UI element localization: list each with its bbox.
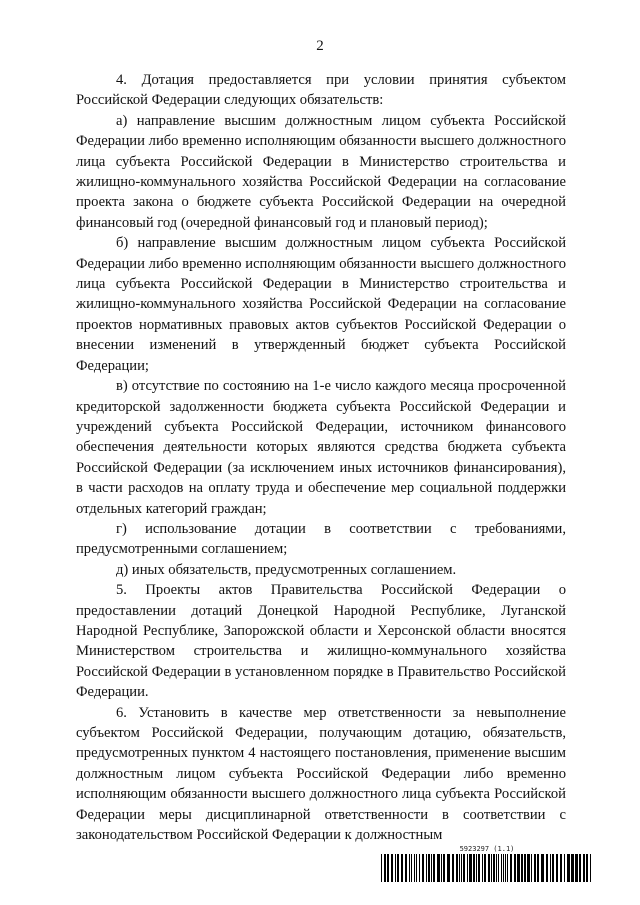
barcode-bar [496,854,497,882]
barcode-bar [428,854,430,882]
paragraph-4v: в) отсутствие по состоянию на 1-е число каждого месяца просроченной кредиторской задолженности бюджета субъекта Российской Федерации и учреждений субъекта Российской Федерации, источником финансового обеспечения деятельности которых являются средства бюджета субъекта Российской Федерации (за исключением иных источников финансирования), в части расходов на оплату труда и обеспечение мер социальной поддержки отдельных категорий граждан; [76,378,566,517]
paragraph-4g: г) использование дотации в соответствии с требованиями, предусмотренными соглашением; [76,520,566,558]
barcode-bar [405,854,407,882]
barcode-bar [586,854,588,882]
barcode-bar [579,854,581,882]
barcode-bar [478,854,480,882]
paragraph-6: 6. Установить в качестве мер ответственности за невыполнение субъектом Российской Федерации, получающим дотацию, обязательств, предусмотренных пунктом 4 настоящего постановления, применение высшим должностным лицом субъекта Российской Федерации либо временно исполняющим обязанности высшего должностного лица субъекта Российской Федерации меры дисциплинарной ответственности в соответствии с законодательством Российской Федерации к должностным [76,704,566,844]
barcode-bar [505,854,506,882]
barcode-bar [431,854,432,882]
barcode-bar [510,854,512,882]
barcode-bar [550,854,551,882]
paragraph-4: 4. Дотация предоставляется при условии принятия субъектом Российской Федерации следующих обязательств: [76,72,566,109]
barcode-bar [583,854,585,882]
barcode-bar [467,854,468,882]
barcode-bar [534,854,536,882]
barcode-bar [507,854,508,882]
barcode-bar [482,854,483,882]
barcode-bar [493,854,495,882]
barcode-bar [517,854,520,882]
paragraph-4d: д) иных обязательств, предусмотренных соглашением. [116,561,457,578]
barcode-bar [541,854,544,882]
paragraph-4a: а) направление высшим должностным лицом субъекта Российской Федерации либо временно исполняющим обязанности высшего должностного лица субъекта Российской Федерации в Министерство строительства и жилищно-коммунального хозяйства Российской Федерации на согласование проекта закона о бюджете субъекта Российской Федерации на очередной финансовый год (очередной финансовый год и плановый период); [76,112,566,231]
barcode-bar [422,854,424,882]
barcode-bar [409,854,410,882]
barcode-bar [473,854,475,882]
barcode-bar [419,854,420,882]
barcode-bar [441,854,442,882]
barcode-bar [416,854,417,882]
barcode-bar [567,854,570,882]
barcode-bar [395,854,396,882]
barcode-bar [463,854,465,882]
barcode-bar [491,854,492,882]
barcode-bar [459,854,460,882]
barcode-bar [461,854,462,882]
barcode-bar [556,854,558,882]
barcode-bar [571,854,574,882]
barcode-bar [503,854,504,882]
barcode-bar [391,854,393,882]
barcode-bar [443,854,445,882]
barcode-bars [381,854,593,882]
barcode-bar [531,854,532,882]
barcode-bar [437,854,440,882]
barcode-bar [514,854,516,882]
barcode-bar [521,854,523,882]
barcode-bar [387,854,389,882]
barcode-bar [560,854,562,882]
barcode-bar [411,854,412,882]
barcode-bar [488,854,490,882]
barcode-bar [397,854,399,882]
barcode [381,845,593,885]
page-number: 2 [316,38,324,54]
barcode-bar [456,854,458,882]
barcode-bar [452,854,454,882]
barcode-bar [433,854,435,882]
barcode-id-text: 5923297 (1.1) [459,845,515,853]
barcode-bar [564,854,565,882]
paragraph-5: 5. Проекты актов Правительства Российской Федерации о предоставлении дотаций Донецкой Народной Республике, Луганской Народной Республике, Запорожской области и Херсонской области вносятся Министерством строительства и жилищно-коммунального хозяйства Российской Федерации в установленном порядке в Правительство Российской Федерации. [76,582,566,701]
barcode-bar [476,854,477,882]
barcode-bar [426,854,427,882]
document-body [76,70,566,845]
barcode-bar [384,854,386,882]
barcode-bar [401,854,403,882]
barcode-bar [414,854,415,882]
barcode-bar [501,854,502,882]
barcode-bar [381,854,382,882]
barcode-bar [590,854,591,882]
barcode-bar [524,854,526,882]
barcode-bar [469,854,472,882]
paragraph-4b: б) направление высшим должностным лицом субъекта Российской Федерации либо временно исполняющим обязанности высшего должностного лица субъекта Российской Федерации в Министерство строительства и жилищно-коммунального хозяйства Российской Федерации на согласование проектов нормативных правовых актов субъектов Российской Федерации о внесении изменений в утвержденный бюджет субъекта Российской Федерации; [76,235,566,374]
barcode-bar [484,854,486,882]
barcode-bar [527,854,530,882]
barcode-bar [447,854,450,882]
barcode-bar [546,854,548,882]
barcode-bar [537,854,539,882]
barcode-bar [498,854,499,882]
barcode-bar [552,854,554,882]
barcode-bar [575,854,578,882]
